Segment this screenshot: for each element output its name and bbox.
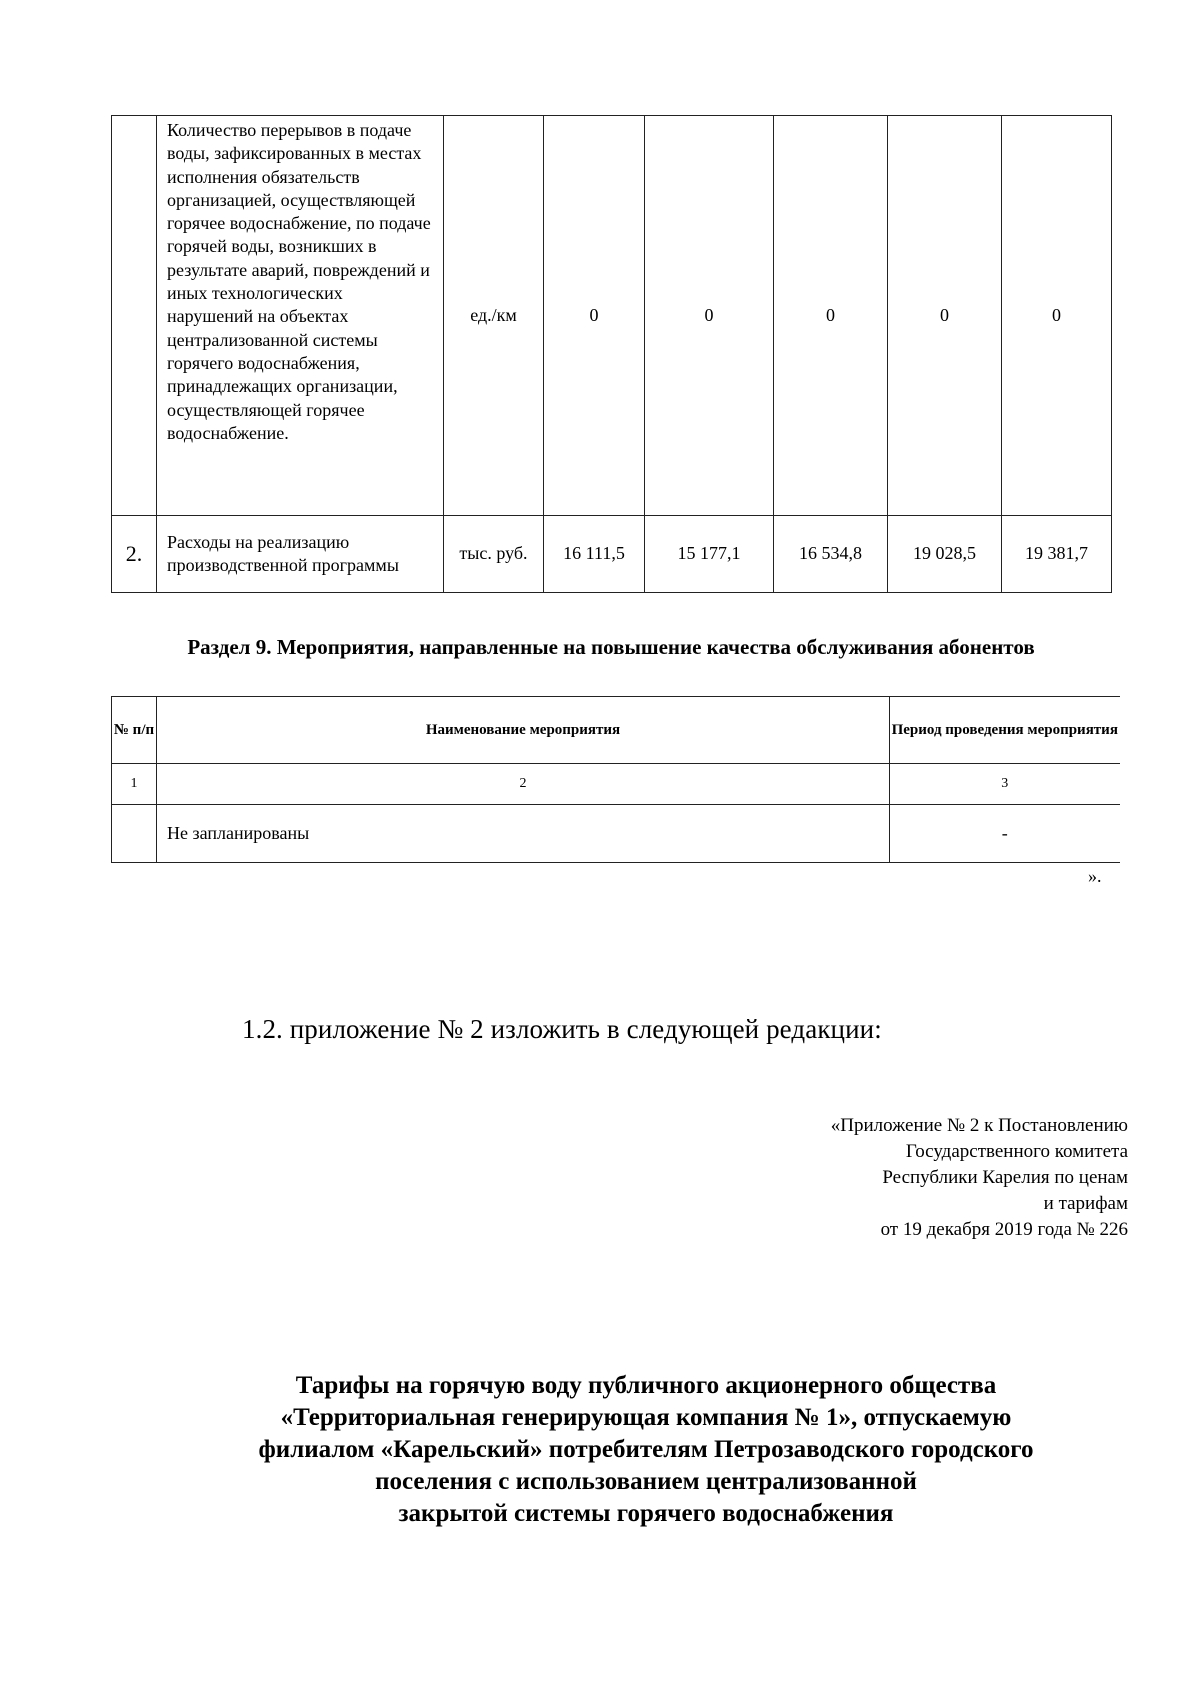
indicator-unit: ед./км xyxy=(444,116,544,516)
indicator-value: 0 xyxy=(544,116,645,516)
row-number xyxy=(112,116,157,516)
indicator-description: Количество перерывов в подаче воды, зафиксированных в местах исполнения обязательств организацией, осуществляющей горячее водоснабжение, по подаче горячей воды, возникших в результате аварий, повреждений и иных технологических нарушений на объектах централизованной системы горячего водоснабжения, принадлежащих организации, осуществляющей горячее водоснабжение. xyxy=(157,116,444,516)
indicator-value: 0 xyxy=(888,116,1002,516)
table-row xyxy=(112,116,1112,516)
annex-line: Государственного комитета xyxy=(905,1141,1128,1162)
column-number: 3 xyxy=(890,764,1120,805)
table-row xyxy=(112,516,1112,593)
indicator-unit: тыс. руб. xyxy=(444,516,544,593)
header-number: № п/п xyxy=(112,697,157,764)
annex-line: Республики Карелия по ценам xyxy=(882,1167,1128,1188)
title-line: поселения с использованием централизованной xyxy=(375,1468,917,1495)
header-period: Период проведения мероприятия xyxy=(890,697,1120,764)
table-row xyxy=(112,805,1120,863)
row-number: 2. xyxy=(112,516,157,593)
row-number xyxy=(112,805,157,863)
closing-quote: ». xyxy=(1088,866,1102,886)
column-number: 2 xyxy=(157,764,890,805)
indicator-value: 15 177,1 xyxy=(645,516,774,593)
indicator-value: 0 xyxy=(774,116,888,516)
title-line: «Территориальная генерирующая компания № 1», отпускаемую xyxy=(280,1404,1012,1431)
table-header-row xyxy=(112,697,1120,764)
annex-line: и тарифам xyxy=(1043,1193,1128,1214)
indicator-value: 16 111,5 xyxy=(544,516,645,593)
annex-reference xyxy=(831,1113,1128,1243)
indicator-value: 19 381,7 xyxy=(1002,516,1112,593)
indicator-value: 0 xyxy=(1002,116,1112,516)
indicator-description: Расходы на реализацию производственной программы xyxy=(157,516,444,593)
section-title: Раздел 9. Мероприятия, направленные на повышение качества обслуживания абонентов xyxy=(187,635,1035,659)
document-title xyxy=(111,1370,1181,1530)
table-numbering-row xyxy=(112,764,1120,805)
measure-name: Не запланированы xyxy=(157,805,890,863)
title-line: филиалом «Карельский» потребителям Петрозаводского городского xyxy=(258,1436,1034,1463)
measure-period: - xyxy=(890,805,1120,863)
annex-line: от 19 декабря 2019 года № 226 xyxy=(880,1219,1128,1240)
indicator-value: 16 534,8 xyxy=(774,516,888,593)
column-number: 1 xyxy=(112,764,157,805)
title-line: закрытой системы горячего водоснабжения xyxy=(398,1500,894,1527)
annex-line: «Приложение № 2 к Постановлению xyxy=(830,1115,1128,1136)
indicator-value: 19 028,5 xyxy=(888,516,1002,593)
measures-table xyxy=(111,696,1120,863)
header-measure-name: Наименование мероприятия xyxy=(157,697,890,764)
indicators-table xyxy=(111,115,1112,593)
title-line: Тарифы на горячую воду публичного акционерного общества xyxy=(295,1372,997,1399)
indicator-value: 0 xyxy=(645,116,774,516)
clause-text: 1.2. приложение № 2 изложить в следующей редакции: xyxy=(242,1014,882,1044)
